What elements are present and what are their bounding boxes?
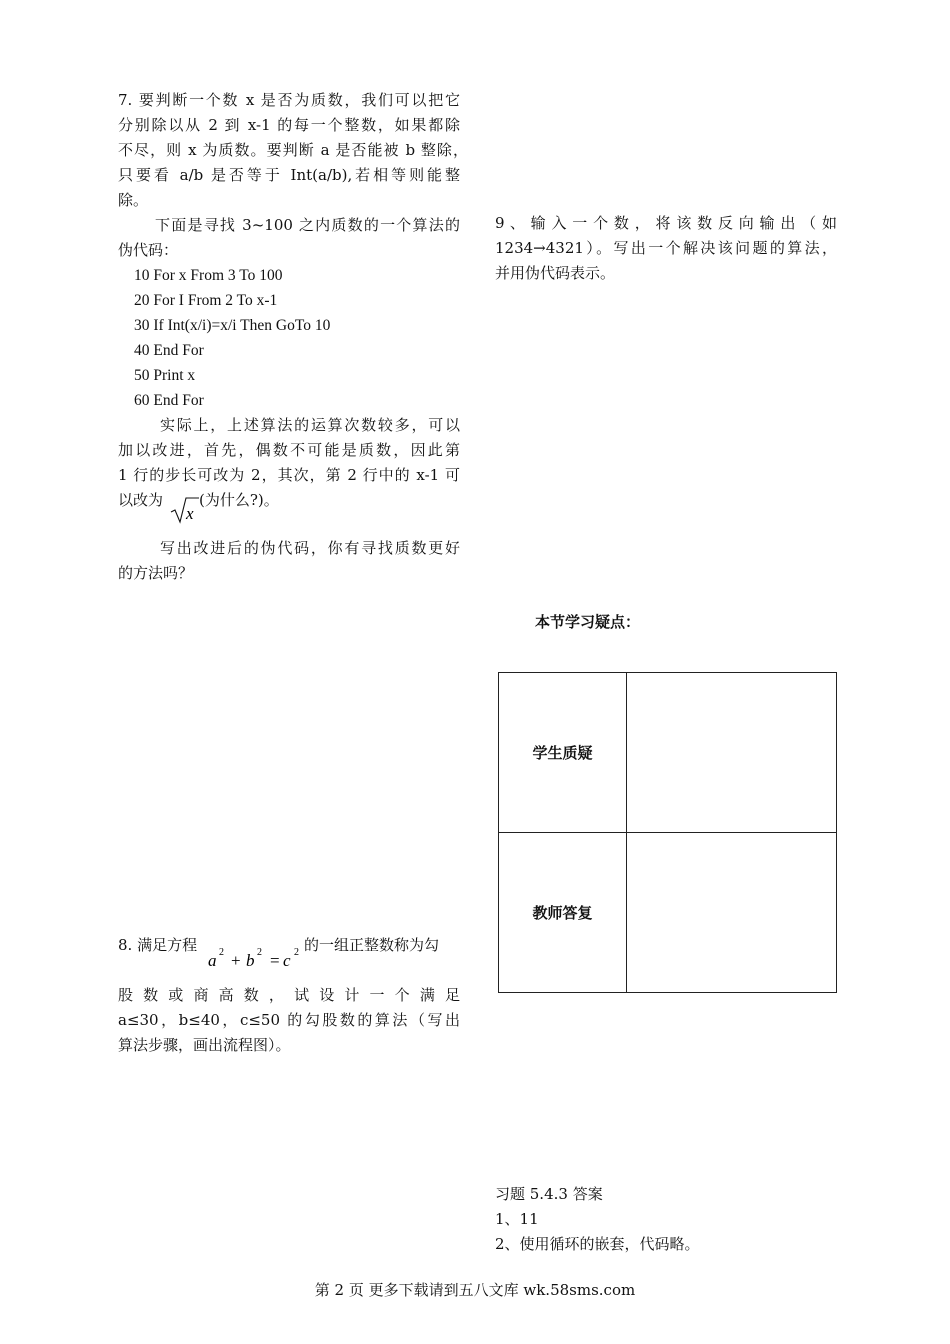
q7-after-2: 加以改进，首先，偶数不可能是质数，因此第 <box>118 441 460 459</box>
eq-b-exp: 2 <box>257 947 262 958</box>
code-line-20: 20 For I From 2 To x-1 <box>134 292 278 309</box>
eq-plus: + <box>231 951 241 970</box>
q9-line-3: 并用伪代码表示。 <box>495 264 616 282</box>
sqrt-symbol <box>170 495 200 525</box>
q7-intro-2: 伪代码： <box>118 241 179 259</box>
sqrt-prefix: 以改为 <box>118 491 164 509</box>
q7-line-5: 除。 <box>118 191 149 209</box>
doubts-table <box>498 672 837 993</box>
code-line-60: 60 End For <box>134 392 204 409</box>
answer-item-2: 2、使用循环的嵌套，代码略。 <box>495 1235 700 1253</box>
q7-sqrt-line <box>118 488 163 513</box>
student-label: 学生质疑 <box>499 673 627 833</box>
code-line-30: 30 If Int(x/i)=x/i Then GoTo 10 <box>134 317 331 334</box>
pythagorean-equation <box>205 942 305 972</box>
q7-after-3: 1 行的步长可改为 2，其次，第 2 行中的 x-1 可 <box>118 466 460 484</box>
teacher-row <box>499 833 837 993</box>
q7-line-1: 7. 要判断一个数 x 是否为质数，我们可以把它 <box>118 91 460 109</box>
answers-title: 习题 5.4.3 答案 <box>495 1185 603 1203</box>
q9-line-2: 1234→4321）。写出一个解决该问题的算法， <box>495 239 837 257</box>
q9-line-1: 9 、 输 入 一 个 数 ， 将 该 数 反 向 输 出 （ 如 <box>495 214 837 232</box>
code-line-50: 50 Print x <box>134 367 196 384</box>
code-line-40: 40 End For <box>134 342 204 359</box>
page-footer: 第 2 页 更多下载请到五八文库 wk.58sms.com <box>314 1281 636 1299</box>
student-cell[interactable] <box>627 673 837 833</box>
teacher-cell[interactable] <box>627 833 837 993</box>
sqrt-suffix: (为什么?)。 <box>199 491 279 509</box>
eq-b: b <box>246 951 255 970</box>
q7-task-2: 的方法吗？ <box>118 564 194 582</box>
q7-line-2: 分别除以从 2 到 x-1 的每一个整数，如果都除 <box>118 116 460 134</box>
q8-suffix: 的一组正整数称为勾 <box>304 936 440 954</box>
eq-equals: = <box>270 951 280 970</box>
q7-line-4: 只要看 a/b 是否等于 Int(a/b),若相等则能整 <box>118 166 460 184</box>
q8-line-2: 股 数 或 商 高 数 ， 试 设 计 一 个 满 足 <box>118 986 460 1004</box>
q8-prefix: 8. 满足方程 <box>118 936 198 954</box>
eq-c-exp: 2 <box>294 947 299 958</box>
eq-a: a <box>208 951 217 970</box>
code-line-10: 10 For x From 3 To 100 <box>134 267 283 284</box>
q7-intro-1: 下面是寻找 3~100 之内质数的一个算法的 <box>155 216 460 234</box>
doubts-title: 本节学习疑点： <box>535 613 641 631</box>
teacher-label: 教师答复 <box>499 833 627 993</box>
q7-after-1: 实际上，上述算法的运算次数较多，可以 <box>160 416 460 434</box>
q8-line-4: 算法步骤，画出流程图）。 <box>118 1036 291 1054</box>
eq-c: c <box>283 951 291 970</box>
q7-task-1: 写出改进后的伪代码，你有寻找质数更好 <box>160 539 460 557</box>
q8-line-3: a≤30，b≤40，c≤50 的勾股数的算法（写出 <box>118 1011 460 1029</box>
sqrt-var: x <box>186 504 194 523</box>
answer-item-1: 1、11 <box>495 1210 539 1228</box>
student-row <box>499 673 837 833</box>
eq-a-exp: 2 <box>219 947 224 958</box>
q7-line-3: 不尽，则 x 为质数。要判断 a 是否能被 b 整除， <box>118 141 468 159</box>
